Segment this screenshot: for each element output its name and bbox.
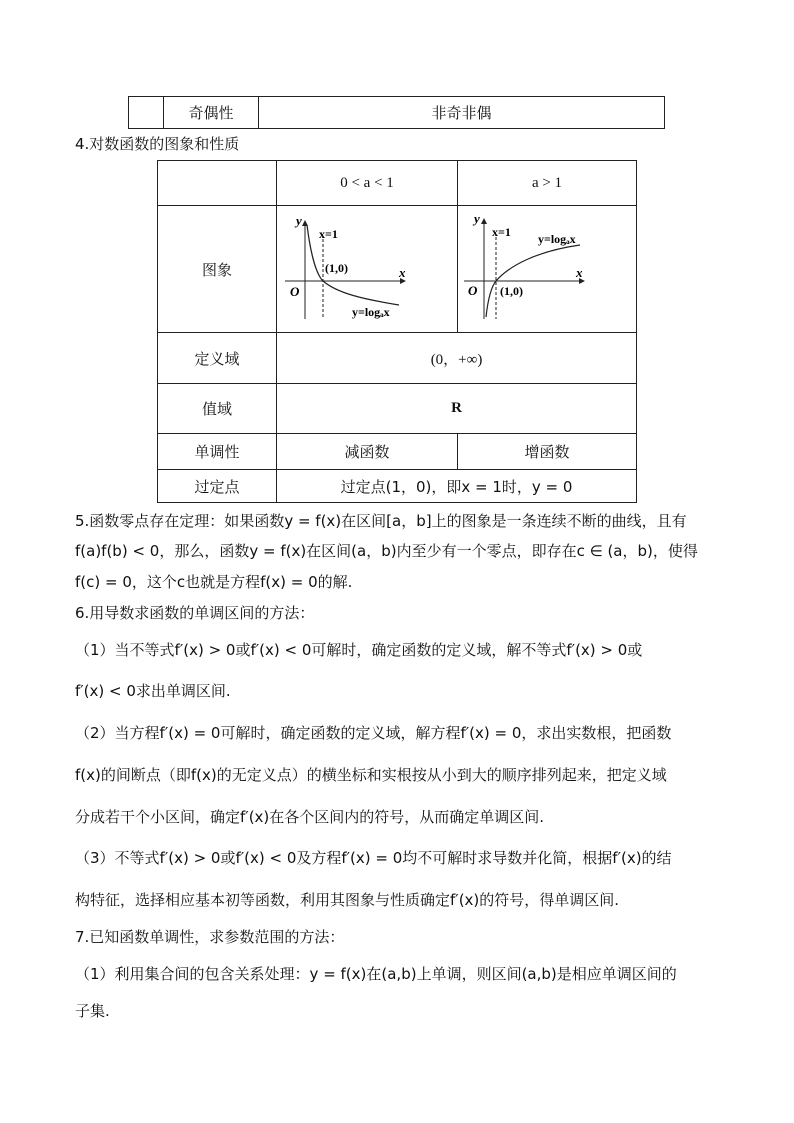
section6-p2-line3: 分成若干个小区间，确定f′(x)在各个区间内的符号，从而确定单调区间. — [75, 808, 545, 826]
section6-p1-line1: （1）当不等式f′(x) > 0或f′(x) < 0可解时，确定函数的定义域，解不等式f′(x) > 0或 — [75, 641, 643, 659]
section5-line1: 5.函数零点存在定理：如果函数y = f(x)在区间[a，b]上的图象是一条连续不断的曲线，且有 — [75, 512, 687, 530]
log-graph-increasing — [458, 207, 636, 332]
log-graph-decreasing — [277, 207, 455, 332]
section5-line3: f(c) = 0，这个c也就是方程f(x) = 0的解. — [75, 573, 353, 591]
x-axis-label: x — [576, 264, 583, 280]
section7-p1-line1: （1）利用集合间的包含关系处理：y = f(x)在(a,b)上单调，则区间(a,b)是相应单调区间的 — [75, 965, 677, 983]
section6-p3-line1: （3）不等式f′(x) > 0或f′(x) < 0及方程f′(x) = 0均不可解时求导数并化简，根据f′(x)的结 — [75, 849, 672, 867]
section7-title: 7.已知函数单调性，求参数范围的方法： — [75, 928, 345, 946]
fixed-point-value: 过定点(1，0)，即x = 1时，y = 0 — [277, 470, 637, 503]
empty-cell — [129, 97, 164, 129]
curve-label: y=logₐx — [538, 231, 576, 246]
range-value: R — [277, 384, 637, 434]
y-axis-label: y — [296, 212, 302, 228]
header-a-lt-1: 0 < a < 1 — [277, 161, 458, 206]
origin-label: O — [290, 283, 300, 299]
row-range-label: 值域 — [158, 384, 277, 434]
parity-table — [128, 96, 665, 129]
monotonicity-increasing: 增函数 — [458, 434, 637, 470]
curve-label: y=logₐx — [352, 304, 390, 319]
point-label: (1,0) — [500, 283, 523, 298]
x-axis-label: x — [399, 264, 406, 280]
section6-p1-line2: f′(x) < 0求出单调区间. — [75, 682, 231, 700]
parity-value: 非奇非偶 — [259, 97, 665, 129]
log-function-table — [157, 160, 637, 503]
row-domain-label: 定义域 — [158, 333, 277, 384]
graph-cell-right — [458, 206, 637, 333]
section4-title: 4.对数函数的图象和性质 — [75, 135, 240, 153]
row-graph-label: 图象 — [158, 206, 277, 333]
section6-title: 6.用导数求函数的单调区间的方法： — [75, 604, 315, 622]
origin-label: O — [468, 282, 478, 298]
point-label: (1,0) — [325, 260, 349, 275]
section6-p3-line2: 构特征，选择相应基本初等函数，利用其图象与性质确定f′(x)的符号，得单调区间. — [75, 891, 620, 909]
y-axis-label: y — [474, 210, 480, 226]
section6-p2-line2: f(x)的间断点（即f(x)的无定义点）的横坐标和实根按从小到大的顺序排列起来，把定义域 — [75, 766, 667, 784]
header-a-gt-1: a > 1 — [458, 161, 637, 206]
row-monotonicity-label: 单调性 — [158, 434, 277, 470]
section5-line2: f(a)f(b) < 0，那么，函数y = f(x)在区间(a，b)内至少有一个零点，即存在c ∈ (a，b)，使得 — [75, 542, 698, 560]
corner-cell — [158, 161, 277, 206]
vline-label: x=1 — [319, 226, 338, 241]
section6-p2-line1: （2）当方程f′(x) = 0可解时，确定函数的定义域，解方程f′(x) = 0，求出实数根，把函数 — [75, 724, 672, 742]
domain-value: (0，+∞) — [277, 333, 637, 384]
section7-p1-line2: 子集. — [75, 1002, 110, 1020]
monotonicity-decreasing: 减函数 — [277, 434, 458, 470]
parity-label: 奇偶性 — [164, 97, 259, 129]
row-fixed-point-label: 过定点 — [158, 470, 277, 503]
vline-label: x=1 — [492, 224, 511, 239]
graph-cell-left — [277, 206, 458, 333]
